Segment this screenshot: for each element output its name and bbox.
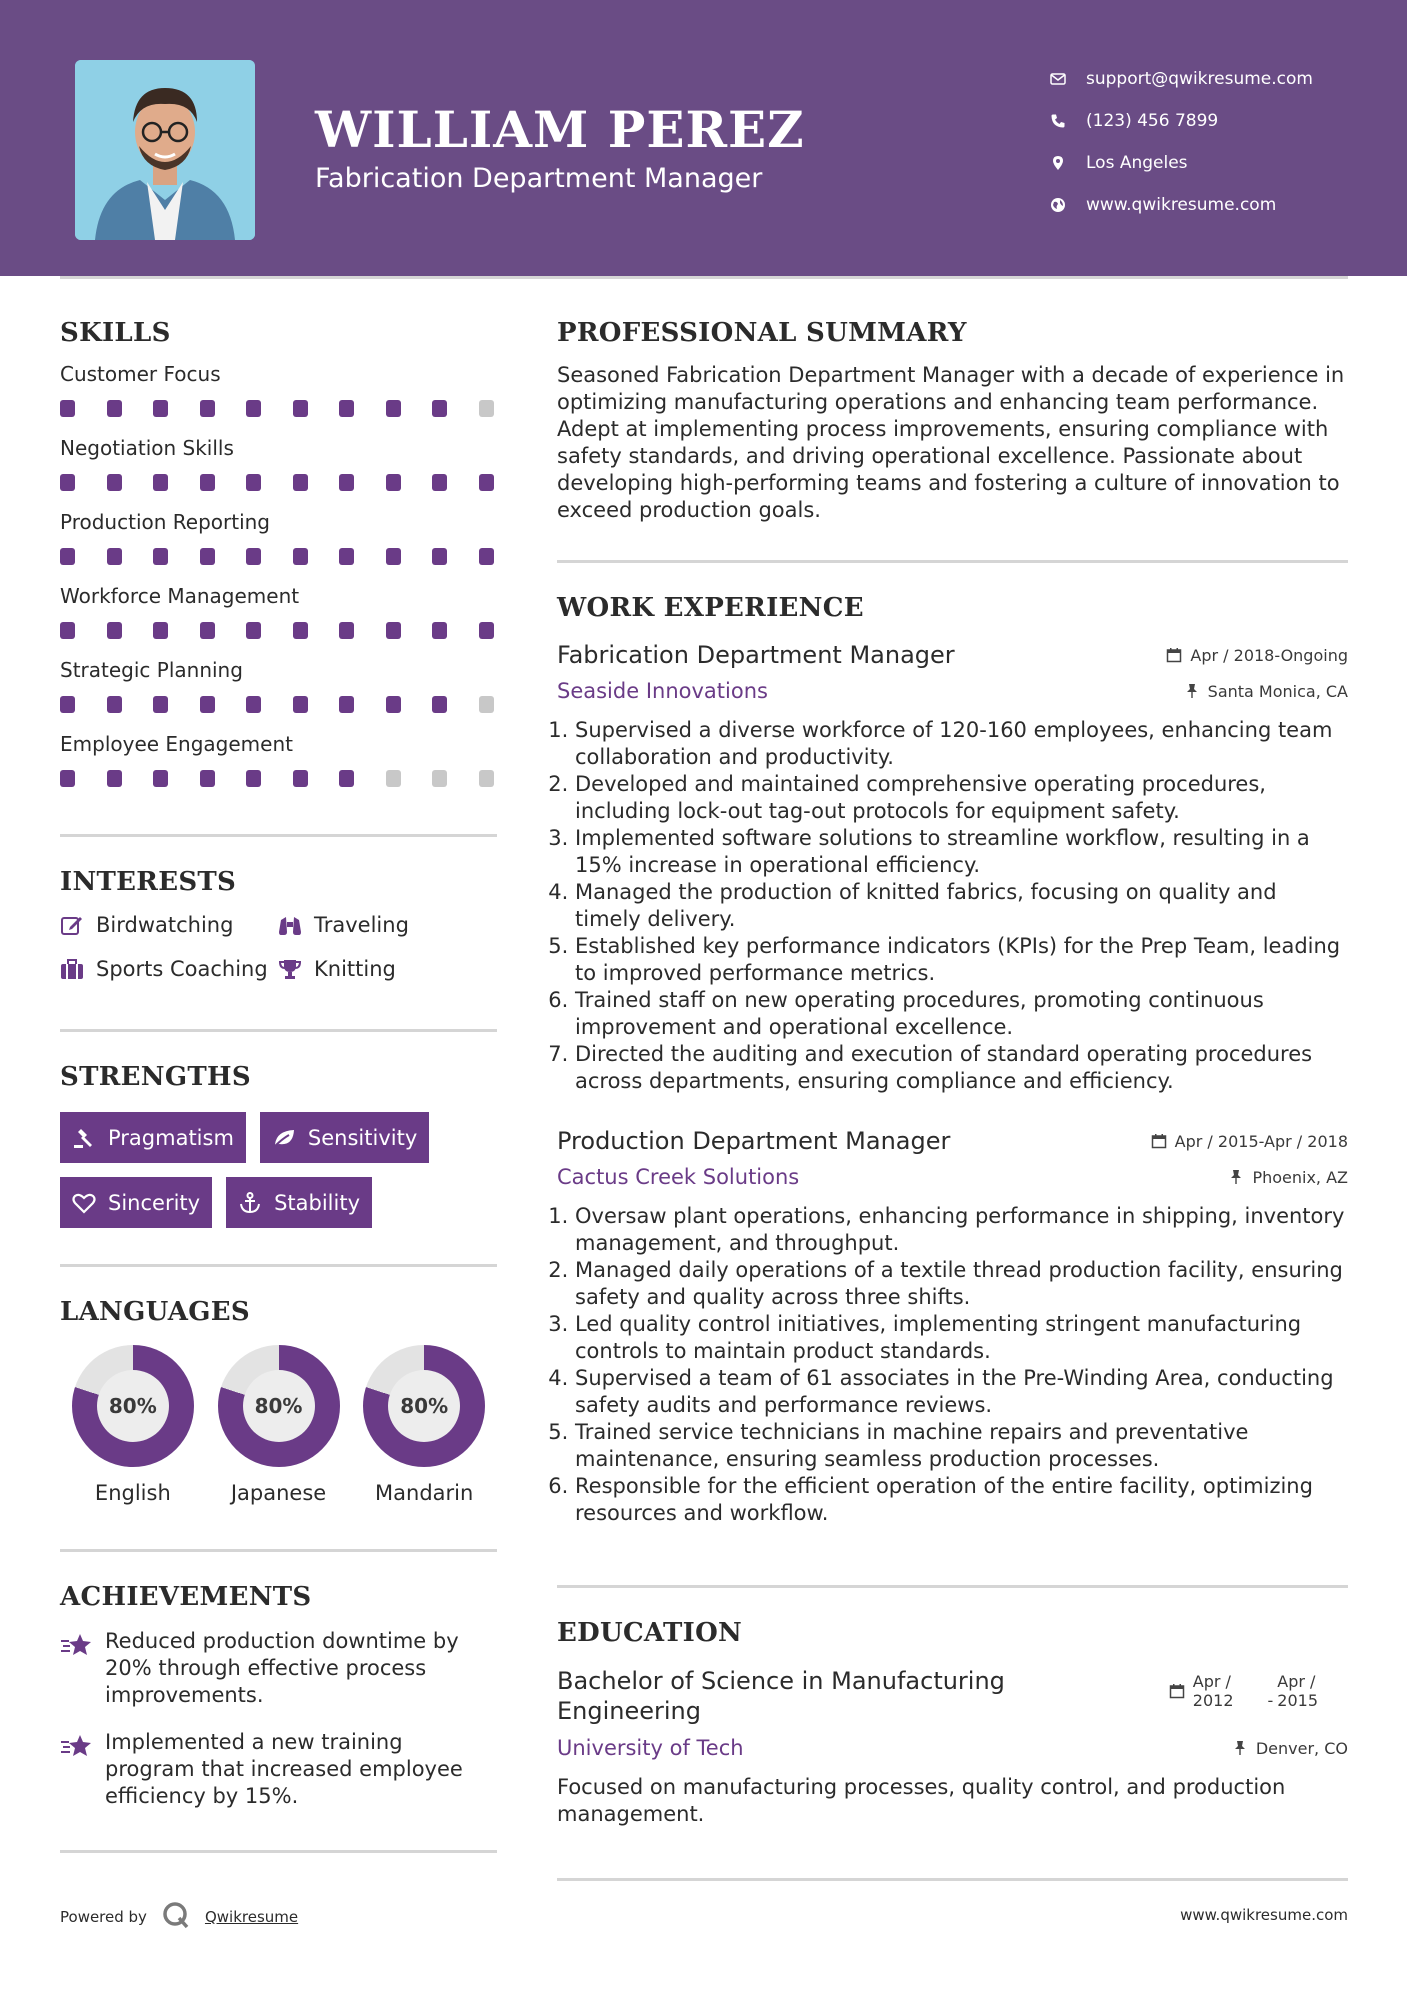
achievement-item (60, 1729, 497, 1810)
rating-dot-filled (479, 622, 494, 639)
skill-rating (60, 696, 497, 714)
rating-dot-filled (246, 474, 261, 491)
strengths-heading: STRENGTHS (60, 1062, 251, 1092)
rating-dot-filled (107, 474, 122, 491)
job-location-text: Santa Monica, CA (1207, 681, 1348, 701)
globe-icon (1050, 197, 1086, 213)
rating-dot-filled (107, 622, 122, 639)
profile-photo (75, 60, 255, 240)
rating-dot-filled (293, 696, 308, 713)
strength-badge (60, 1177, 212, 1228)
duty-item: 3. Led quality control initiatives, implementing stringent manufacturing controls to maintain product standards. (575, 1311, 1348, 1365)
rating-dot-filled (200, 622, 215, 639)
phone-icon (1050, 113, 1086, 129)
education-dates (1169, 1672, 1318, 1710)
qwikresume-link[interactable]: Qwikresume (204, 1908, 299, 1926)
right-column (557, 318, 1348, 1881)
duty-item: 2. Developed and maintained comprehensive operating procedures, including lock-out tag-out protocols for equipment safety. (575, 771, 1348, 825)
rating-dot-empty (479, 400, 494, 417)
education-location-text: Denver, CO (1255, 1738, 1348, 1758)
achievement-text: Implemented a new training program that increased employee efficiency by 15%. (105, 1730, 463, 1808)
language-name: English (94, 1481, 171, 1505)
contact-location (1050, 142, 1313, 184)
duties-list (557, 1203, 1348, 1527)
rating-dot-filled (432, 622, 447, 639)
rating-dot-filled (293, 770, 308, 787)
section-divider (60, 1549, 497, 1552)
languages-heading: LANGUAGES (60, 1297, 250, 1327)
rating-dot-filled (60, 400, 75, 417)
pin-icon (1232, 1740, 1248, 1756)
duties-list (557, 717, 1348, 1095)
job-location-text: Phoenix, AZ (1252, 1167, 1348, 1187)
language-percent: 80% (97, 1370, 169, 1442)
rating-dot-filled (293, 474, 308, 491)
rating-dot-filled (339, 622, 354, 639)
job-dates-text: Apr / 2015-Apr / 2018 (1174, 1131, 1348, 1151)
pin-icon (1228, 1169, 1244, 1185)
job-entry (557, 641, 1348, 1095)
skill-rating (60, 400, 497, 418)
skill-item (60, 362, 497, 418)
rating-dot-filled (200, 770, 215, 787)
rating-dot-filled (60, 770, 75, 787)
degree-line: Engineering (557, 1697, 701, 1725)
date-part: 2012 (1192, 1691, 1234, 1710)
calendar-icon (1151, 1133, 1167, 1149)
rating-dot-filled (153, 770, 168, 787)
skill-item (60, 732, 497, 788)
rating-dot-filled (293, 548, 308, 565)
rating-dot-filled (432, 474, 447, 491)
rating-dot-filled (107, 548, 122, 565)
achievement-text: Reduced production downtime by 20% through effective process improvements. (105, 1629, 459, 1707)
interest-label: Birdwatching (96, 913, 234, 937)
school-name: University of Tech (557, 1736, 744, 1760)
rating-dot-filled (153, 400, 168, 417)
language-ring (72, 1345, 194, 1467)
rating-dot-empty (432, 770, 447, 787)
duty-item: 1. Oversaw plant operations, enhancing performance in shipping, inventory management, and throughput. (575, 1203, 1348, 1257)
summary-heading: PROFESSIONAL SUMMARY (557, 318, 967, 348)
duty-item: 6. Trained staff on new operating procedures, promoting continuous improvement and operational excellence. (575, 987, 1348, 1041)
gavel-icon (72, 1127, 96, 1149)
rating-dot-filled (339, 400, 354, 417)
header-divider (60, 276, 1348, 279)
achievements-heading: ACHIEVEMENTS (60, 1582, 312, 1612)
contact-phone-text: (123) 456 7899 (1086, 111, 1219, 131)
section-divider (60, 834, 497, 837)
duty-item: 1. Supervised a diverse workforce of 120-160 employees, enhancing team collaboration and productivity. (575, 717, 1348, 771)
contact-email-text: support@qwikresume.com (1086, 69, 1313, 89)
experience-heading: WORK EXPERIENCE (557, 593, 864, 623)
rating-dot-filled (60, 622, 75, 639)
duty-item: 5. Trained service technicians in machine repairs and preventative maintenance, ensuring seamless production processes. (575, 1419, 1348, 1473)
mail-icon (1050, 71, 1086, 87)
company-name: Seaside Innovations (557, 679, 768, 703)
language-ring (218, 1345, 340, 1467)
contact-email[interactable] (1050, 58, 1313, 100)
date-part: 2015 (1277, 1691, 1318, 1710)
section-divider (557, 1585, 1348, 1588)
language-item (60, 1345, 206, 1505)
rating-dot-empty (386, 770, 401, 787)
qwikresume-logo-icon (161, 1900, 191, 1934)
contact-location-text: Los Angeles (1086, 153, 1188, 173)
job-dates-text: Apr / 2018-Ongoing (1190, 645, 1348, 665)
skill-rating (60, 622, 497, 640)
rating-dot-filled (200, 548, 215, 565)
rating-dot-filled (60, 696, 75, 713)
strength-badge (60, 1112, 246, 1163)
language-percent: 80% (243, 1370, 315, 1442)
skill-rating (60, 474, 497, 492)
skill-name: Negotiation Skills (60, 436, 234, 460)
language-name: Japanese (230, 1481, 327, 1505)
skill-name: Workforce Management (60, 584, 300, 608)
contact-phone[interactable] (1050, 100, 1313, 142)
footer-website[interactable]: www.qwikresume.com (1180, 1906, 1348, 1924)
rating-dot-filled (107, 770, 122, 787)
strength-label: Sincerity (108, 1190, 201, 1215)
interest-label: Knitting (314, 957, 396, 981)
skill-item (60, 436, 497, 492)
job-dates (1151, 1132, 1348, 1151)
languages-list (60, 1345, 497, 1505)
strength-label: Pragmatism (108, 1125, 234, 1150)
education-end (1277, 1672, 1318, 1710)
rating-dot-filled (153, 474, 168, 491)
rating-dot-filled (60, 548, 75, 565)
leaf-icon (272, 1127, 296, 1149)
company-name: Cactus Creek Solutions (557, 1165, 800, 1189)
job-entry (557, 1127, 1348, 1527)
rating-dot-filled (246, 548, 261, 565)
rating-dot-filled (107, 696, 122, 713)
rating-dot-filled (200, 474, 215, 491)
interest-label: Traveling (314, 913, 409, 937)
interest-item (60, 913, 278, 937)
education-heading: EDUCATION (557, 1618, 743, 1648)
rating-dot-filled (479, 548, 494, 565)
pin-icon (1184, 683, 1200, 699)
rating-dot-filled (479, 474, 494, 491)
calendar-icon (1166, 647, 1182, 663)
skill-item (60, 510, 497, 566)
job-title: Fabrication Department Manager (557, 641, 955, 669)
duty-item: 7. Directed the auditing and execution of standard operating procedures across departments, ensuring compliance and efficiency. (575, 1041, 1348, 1095)
rating-dot-filled (339, 474, 354, 491)
rating-dot-filled (153, 548, 168, 565)
language-item (206, 1345, 352, 1505)
education-location (1232, 1739, 1348, 1758)
skill-rating (60, 770, 497, 788)
contact-website-text: www.qwikresume.com (1086, 195, 1277, 215)
interest-item (60, 957, 278, 981)
language-ring (363, 1345, 485, 1467)
skill-item (60, 584, 497, 640)
section-divider (557, 1878, 1348, 1881)
skill-item (60, 658, 497, 714)
language-name: Mandarin (375, 1481, 474, 1505)
rating-dot-filled (246, 696, 261, 713)
interests-heading: INTERESTS (60, 867, 237, 897)
date-part: Apr / (1192, 1672, 1231, 1691)
star-icon (60, 1729, 105, 1810)
candidate-title: Fabrication Department Manager (315, 163, 763, 194)
skills-list (60, 362, 497, 788)
rating-dot-filled (432, 548, 447, 565)
contact-website[interactable] (1050, 184, 1313, 226)
job-location (1228, 1168, 1348, 1187)
skills-heading: SKILLS (60, 318, 171, 348)
rating-dot-filled (339, 770, 354, 787)
rating-dot-filled (200, 696, 215, 713)
interest-item (278, 957, 478, 981)
section-divider (60, 1264, 497, 1267)
education-entry (557, 1666, 1348, 1828)
star-icon (60, 1628, 105, 1709)
location-icon (1050, 155, 1086, 171)
rating-dot-filled (386, 548, 401, 565)
skill-name: Customer Focus (60, 362, 221, 386)
rating-dot-filled (293, 622, 308, 639)
heart-icon (72, 1192, 96, 1214)
rating-dot-filled (339, 696, 354, 713)
job-dates (1166, 646, 1348, 665)
skill-name: Employee Engagement (60, 732, 293, 756)
strength-label: Stability (274, 1190, 361, 1215)
contact-list (1050, 58, 1313, 226)
job-location (1184, 682, 1348, 701)
date-separator: - (1267, 1690, 1274, 1710)
calendar-icon (1169, 1683, 1185, 1699)
powered-by-text: Powered by (60, 1908, 147, 1926)
degree-title (557, 1666, 1005, 1726)
skill-rating (60, 548, 497, 566)
rating-dot-filled (432, 696, 447, 713)
duty-item: 4. Managed the production of knitted fabrics, focusing on quality and timely delivery. (575, 879, 1348, 933)
achievement-item (60, 1628, 497, 1709)
duty-item: 2. Managed daily operations of a textile thread production facility, ensuring safety and quality across three shifts. (575, 1257, 1348, 1311)
duty-item: 4. Supervised a team of 61 associates in the Pre-Winding Area, conducting safety audits and performance reviews. (575, 1365, 1348, 1419)
edit-icon (60, 914, 96, 936)
rating-dot-filled (153, 622, 168, 639)
section-divider (60, 1850, 497, 1853)
rating-dot-filled (60, 474, 75, 491)
rating-dot-filled (386, 474, 401, 491)
language-percent: 80% (388, 1370, 460, 1442)
education-description: Focused on manufacturing processes, quality control, and production management. (557, 1775, 1286, 1826)
rating-dot-filled (107, 400, 122, 417)
duty-item: 3. Implemented software solutions to streamline workflow, resulting in a 15% increase in operational efficiency. (575, 825, 1348, 879)
rating-dot-filled (386, 400, 401, 417)
footer-powered-by (60, 1900, 298, 1934)
rating-dot-filled (246, 400, 261, 417)
interest-label: Sports Coaching (96, 957, 268, 981)
anchor-icon (238, 1192, 262, 1214)
rating-dot-filled (386, 622, 401, 639)
section-divider (60, 1029, 497, 1032)
skill-name: Production Reporting (60, 510, 270, 534)
rating-dot-filled (246, 770, 261, 787)
rating-dot-filled (200, 400, 215, 417)
binoculars-icon (278, 914, 314, 936)
header (0, 0, 1407, 276)
duty-item: 6. Responsible for the efficient operation of the entire facility, optimizing resources and workflow. (575, 1473, 1348, 1527)
job-title: Production Department Manager (557, 1127, 951, 1155)
rating-dot-filled (432, 400, 447, 417)
section-divider (557, 560, 1348, 563)
strength-badge (226, 1177, 372, 1228)
left-column (60, 318, 497, 1853)
trophy-icon (278, 958, 314, 980)
rating-dot-filled (246, 622, 261, 639)
skill-name: Strategic Planning (60, 658, 243, 682)
rating-dot-filled (293, 400, 308, 417)
strength-badge (260, 1112, 429, 1163)
interest-item (278, 913, 478, 937)
rating-dot-empty (479, 696, 494, 713)
rating-dot-filled (153, 696, 168, 713)
duty-item: 5. Established key performance indicators (KPIs) for the Prep Team, leading to improved performance metrics. (575, 933, 1348, 987)
rating-dot-empty (479, 770, 494, 787)
language-item (351, 1345, 497, 1505)
summary-text: Seasoned Fabrication Department Manager with a decade of experience in optimizing manufacturing operations and enhancing team performance. Adept at implementing process improvements, ensuring compliance with safety standards, and driving operational excellence. Passionate about developing high-performing teams and fostering a culture of innovation to exceed production goals. (557, 363, 1345, 522)
date-part: Apr / (1277, 1672, 1316, 1691)
candidate-name: WILLIAM PEREZ (315, 100, 805, 159)
degree-line: Bachelor of Science in Manufacturing (557, 1667, 1005, 1695)
strength-label: Sensitivity (307, 1125, 418, 1150)
rating-dot-filled (386, 696, 401, 713)
strengths-list (60, 1112, 497, 1228)
interests-list (60, 913, 497, 981)
briefcase-icon (60, 958, 96, 980)
rating-dot-filled (339, 548, 354, 565)
education-start (1193, 1672, 1234, 1710)
